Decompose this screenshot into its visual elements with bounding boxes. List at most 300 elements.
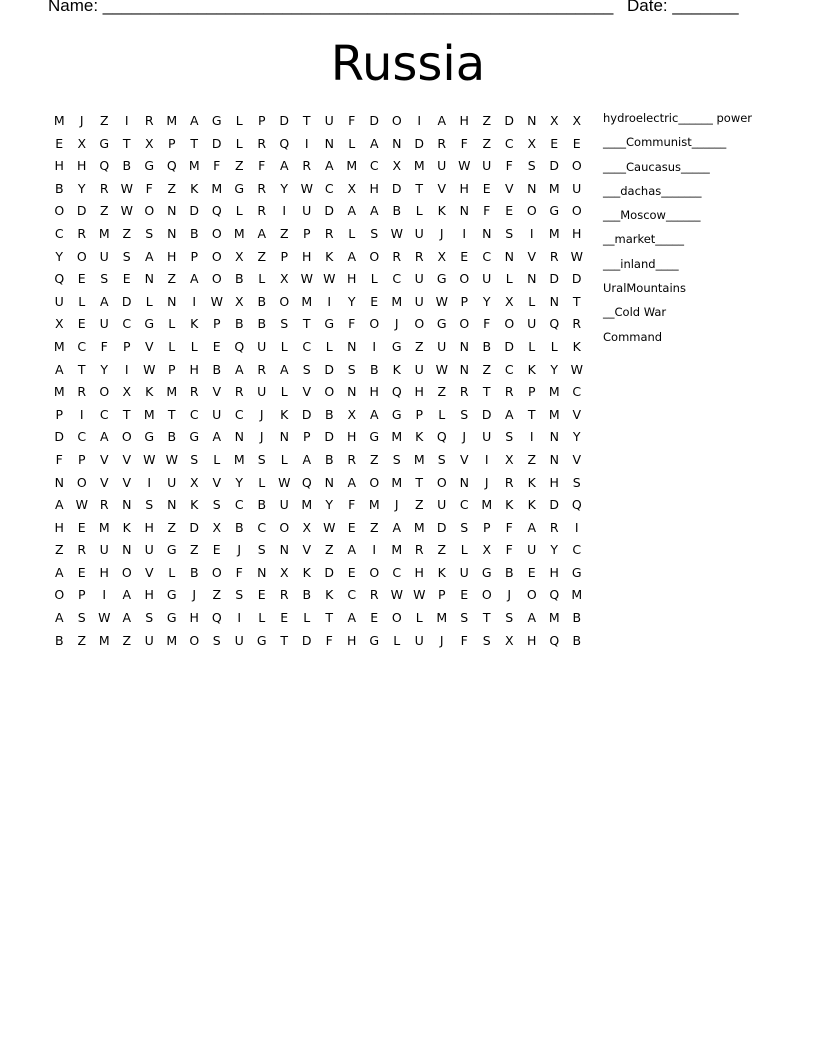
grid-letter: N [122, 542, 132, 558]
grid-letter: W [435, 293, 448, 309]
grid-letter: X [549, 113, 559, 128]
grid-letter: X [234, 293, 244, 309]
grid-letter: S [212, 632, 221, 648]
grid-letter: L [415, 203, 423, 219]
grid-letter: L [528, 293, 536, 309]
grid-letter: K [505, 497, 514, 513]
grid-letter: L [168, 316, 176, 332]
grid-letter: R [392, 248, 402, 264]
grid-letter: P [482, 519, 491, 535]
grid-letter: V [302, 542, 312, 558]
grid-letter: D [189, 519, 200, 535]
grid-letter: B [482, 338, 492, 354]
grid-letter: M [548, 384, 560, 400]
grid-letter: A [189, 271, 199, 287]
grid-letter: A [347, 610, 357, 626]
grid-letter: B [257, 316, 267, 332]
grid-letter: Z [212, 587, 222, 603]
grid-letter: I [304, 135, 309, 151]
grid-letter: O [54, 203, 65, 219]
grid-letter: R [144, 113, 154, 128]
grid-letter: S [145, 497, 154, 513]
grid-letter: R [257, 180, 267, 196]
grid-letter: S [505, 610, 514, 626]
grid-letter: M [548, 225, 560, 241]
grid-letter: I [529, 225, 534, 241]
grid-letter: P [437, 587, 446, 603]
grid-letter: X [144, 135, 154, 151]
grid-letter: H [369, 384, 379, 400]
grid-letter: U [99, 248, 109, 264]
grid-letter: Z [122, 225, 132, 241]
grid-letter: D [301, 632, 312, 648]
grid-letter: A [324, 158, 334, 174]
grid-letter: J [439, 632, 444, 648]
grid-letter: L [235, 113, 243, 128]
grid-letter: D [189, 203, 200, 219]
grid-letter: C [54, 225, 64, 241]
date-field-line: Date: _______ [627, 0, 739, 15]
grid-letter: N [549, 429, 559, 445]
grid-letter: A [99, 429, 109, 445]
grid-letter: I [79, 406, 84, 422]
grid-letter: U [572, 180, 582, 196]
grid-letter: B [504, 564, 514, 580]
grid-letter: W [435, 361, 448, 377]
grid-letter: M [391, 293, 403, 309]
grid-letter: N [549, 451, 559, 467]
grid-letter: Z [369, 519, 379, 535]
grid-letter: N [527, 180, 537, 196]
grid-letter: V [572, 406, 582, 422]
grid-letter: L [280, 451, 288, 467]
grid-letter: N [504, 248, 514, 264]
grid-letter: N [347, 338, 357, 354]
grid-letter: C [189, 406, 199, 422]
grid-letter: N [549, 293, 559, 309]
grid-letter: U [54, 293, 64, 309]
grid-letter: M [166, 632, 178, 648]
grid-letter: I [372, 338, 377, 354]
grid-letter: R [549, 248, 559, 264]
grid-letter: J [192, 587, 197, 603]
grid-letter: K [302, 564, 311, 580]
grid-letter: J [484, 474, 489, 490]
grid-letter: R [459, 384, 469, 400]
grid-letter: Q [211, 203, 222, 219]
grid-letter: W [143, 451, 156, 467]
grid-letter: P [167, 135, 176, 151]
grid-letter: M [548, 180, 560, 196]
grid-letter: F [213, 158, 221, 174]
grid-letter: L [348, 225, 356, 241]
grid-letter: N [167, 293, 177, 309]
grid-letter: K [527, 497, 536, 513]
grid-letter: M [166, 384, 178, 400]
grid-letter: M [391, 474, 403, 490]
grid-letter: N [257, 564, 267, 580]
word-list-item: Command [603, 329, 663, 344]
grid-letter: B [572, 632, 582, 648]
grid-letter: F [145, 180, 153, 196]
grid-letter: R [414, 542, 424, 558]
grid-letter: D [211, 135, 222, 151]
grid-letter: M [436, 610, 448, 626]
grid-letter: Z [77, 632, 87, 648]
grid-letter: Z [482, 135, 492, 151]
grid-letter: O [526, 587, 537, 603]
grid-letter: J [259, 406, 264, 422]
name-field-line: Name: ______________________________________________________ [48, 0, 614, 15]
grid-letter: B [369, 361, 379, 377]
grid-letter: U [482, 429, 492, 445]
grid-letter: Q [436, 429, 447, 445]
grid-letter: N [347, 384, 357, 400]
grid-letter: X [302, 519, 312, 535]
grid-letter: R [504, 474, 514, 490]
grid-letter: M [413, 519, 425, 535]
grid-letter: A [234, 361, 244, 377]
grid-letter: S [235, 587, 244, 603]
grid-letter: M [188, 158, 200, 174]
page-title: Russia [330, 36, 486, 92]
grid-letter: X [279, 564, 289, 580]
grid-row [48, 291, 588, 314]
grid-letter: X [279, 271, 289, 287]
grid-letter: Y [280, 180, 289, 196]
grid-letter: V [99, 451, 109, 467]
grid-letter: O [459, 316, 470, 332]
grid-letter: H [144, 519, 154, 535]
grid-letter: H [459, 113, 469, 128]
grid-letter: H [549, 564, 559, 580]
grid-letter: M [53, 384, 65, 400]
grid-letter: G [166, 542, 177, 558]
grid-letter: S [392, 451, 401, 467]
grid-letter: H [549, 474, 559, 490]
grid-letter: F [348, 497, 356, 513]
grid-letter: T [527, 406, 536, 422]
grid-letter: H [414, 384, 424, 400]
grid-letter: B [234, 316, 244, 332]
grid-letter: O [99, 384, 110, 400]
grid-letter: O [121, 564, 132, 580]
grid-letter: M [413, 158, 425, 174]
grid-letter: T [302, 316, 311, 332]
grid-letter: V [527, 248, 537, 264]
grid-letter: O [211, 271, 222, 287]
grid-letter: G [481, 564, 492, 580]
grid-letter: C [482, 248, 492, 264]
grid-letter: I [192, 293, 197, 309]
grid-letter: E [77, 316, 86, 332]
grid-letter: Q [99, 158, 110, 174]
grid-letter: O [436, 474, 447, 490]
grid-letter: N [527, 271, 537, 287]
grid-letter: Q [234, 338, 245, 354]
grid-letter: A [54, 564, 64, 580]
grid-letter: U [437, 497, 447, 513]
grid-letter: J [394, 497, 399, 513]
grid-letter: N [527, 113, 537, 128]
grid-letter: K [437, 564, 446, 580]
grid-letter: R [77, 384, 87, 400]
grid-letter: N [167, 497, 177, 513]
grid-letter: H [189, 361, 199, 377]
grid-letter: M [53, 338, 65, 354]
grid-letter: D [54, 429, 65, 445]
grid-letter: O [189, 632, 200, 648]
grid-letter: G [234, 180, 245, 196]
grid-row [48, 178, 588, 201]
grid-letter: Z [437, 384, 447, 400]
grid-letter: H [302, 248, 312, 264]
grid-letter: N [167, 203, 177, 219]
grid-letter: V [302, 384, 312, 400]
grid-letter: S [145, 610, 154, 626]
grid-letter: E [505, 203, 514, 219]
grid-letter: C [234, 497, 244, 513]
grid-letter: G [436, 316, 447, 332]
grid-letter: K [437, 203, 446, 219]
grid-letter: H [99, 564, 109, 580]
grid-letter: U [167, 474, 177, 490]
grid-letter: M [571, 587, 583, 603]
grid-letter: T [482, 610, 491, 626]
grid-letter: W [98, 610, 111, 626]
grid-letter: P [415, 406, 424, 422]
grid-letter: X [437, 248, 447, 264]
grid-letter: B [234, 271, 244, 287]
grid-letter: Q [54, 271, 65, 287]
grid-letter: I [124, 113, 129, 128]
grid-letter: K [392, 361, 401, 377]
grid-letter: A [257, 225, 267, 241]
grid-letter: R [279, 587, 289, 603]
grid-letter: A [504, 406, 514, 422]
grid-letter: F [505, 158, 513, 174]
grid-letter: W [323, 519, 336, 535]
grid-letter: T [302, 113, 311, 128]
grid-letter: D [324, 203, 335, 219]
grid-letter: N [167, 225, 177, 241]
grid-row [48, 268, 588, 291]
grid-letter: P [302, 429, 311, 445]
grid-letter: O [324, 384, 335, 400]
grid-letter: U [212, 406, 222, 422]
grid-letter: M [98, 225, 110, 241]
grid-letter: K [190, 316, 199, 332]
grid-letter: A [122, 610, 132, 626]
grid-letter: U [257, 384, 267, 400]
grid-letter: W [413, 587, 426, 603]
grid-row [48, 517, 588, 540]
grid-letter: V [212, 474, 222, 490]
grid-letter: M [548, 406, 560, 422]
grid-letter: B [257, 497, 267, 513]
grid-letter: D [571, 271, 582, 287]
grid-row [48, 381, 588, 404]
grid-letter: M [143, 406, 155, 422]
grid-letter: Y [77, 180, 86, 196]
grid-row [48, 404, 588, 427]
grid-letter: T [325, 610, 334, 626]
grid-letter: F [505, 542, 513, 558]
grid-letter: U [414, 293, 424, 309]
grid-letter: O [504, 316, 515, 332]
grid-letter: L [528, 338, 536, 354]
grid-letter: S [460, 610, 469, 626]
grid-letter: O [121, 429, 132, 445]
grid-letter: L [235, 135, 243, 151]
grid-letter: S [505, 429, 514, 445]
grid-letter: S [100, 271, 109, 287]
grid-letter: Y [100, 361, 109, 377]
grid-letter: Z [167, 271, 177, 287]
word-list [603, 110, 808, 353]
grid-letter: E [527, 564, 536, 580]
grid-letter: D [369, 113, 380, 128]
grid-letter: Z [279, 225, 289, 241]
grid-letter: P [257, 113, 266, 128]
grid-letter: N [279, 542, 289, 558]
grid-letter: T [572, 293, 581, 309]
grid-letter: N [144, 271, 154, 287]
grid-letter: Z [167, 519, 177, 535]
grid-letter: G [436, 271, 447, 287]
grid-letter: D [549, 271, 560, 287]
grid-letter: Y [550, 542, 559, 558]
grid-letter: E [77, 519, 86, 535]
grid-letter: H [167, 248, 177, 264]
grid-letter: X [572, 113, 582, 128]
grid-letter: K [325, 587, 334, 603]
grid-letter: Z [234, 158, 244, 174]
grid-letter: L [370, 271, 378, 287]
grid-letter: A [369, 135, 379, 151]
grid-letter: T [167, 406, 176, 422]
grid-letter: P [212, 316, 221, 332]
grid-letter: D [324, 564, 335, 580]
grid-letter: S [257, 542, 266, 558]
grid-letter: V [437, 180, 447, 196]
grid-letter: N [459, 474, 469, 490]
grid-letter: K [190, 180, 199, 196]
grid-letter: H [144, 587, 154, 603]
grid-letter: M [413, 451, 425, 467]
grid-letter: H [572, 225, 582, 241]
grid-letter: C [369, 158, 379, 174]
grid-letter: R [369, 587, 379, 603]
grid-letter: G [189, 429, 200, 445]
grid-letter: U [234, 632, 244, 648]
grid-letter: L [190, 338, 198, 354]
grid-letter: I [327, 293, 332, 309]
grid-letter: D [76, 203, 87, 219]
grid-letter: U [527, 316, 537, 332]
grid-letter: O [391, 113, 402, 128]
grid-letter: S [437, 451, 446, 467]
grid-letter: B [324, 451, 334, 467]
grid-letter: U [437, 338, 447, 354]
grid-letter: X [504, 632, 514, 648]
grid-letter: M [368, 497, 380, 513]
grid-letter: L [258, 610, 266, 626]
grid-letter: M [481, 497, 493, 513]
grid-letter: S [527, 158, 536, 174]
grid-row [48, 155, 588, 178]
grid-letter: D [414, 135, 425, 151]
grid-letter: N [324, 474, 334, 490]
grid-row [48, 607, 588, 630]
grid-letter: L [550, 338, 558, 354]
grid-letter: A [212, 429, 222, 445]
grid-letter: W [120, 203, 133, 219]
grid-letter: M [301, 293, 313, 309]
grid-letter: V [504, 180, 514, 196]
grid-letter: H [77, 158, 87, 174]
grid-letter: A [99, 293, 109, 309]
grid-letter: N [54, 474, 64, 490]
grid-letter: L [213, 451, 221, 467]
grid-letter: H [527, 632, 537, 648]
grid-letter: N [392, 135, 402, 151]
grid-letter: B [212, 361, 222, 377]
grid-letter: C [122, 316, 132, 332]
grid-letter: J [439, 225, 444, 241]
grid-letter: F [460, 135, 468, 151]
grid-letter: I [574, 519, 579, 535]
grid-letter: I [484, 451, 489, 467]
grid-letter: A [279, 158, 289, 174]
grid-letter: O [279, 293, 290, 309]
grid-letter: I [282, 203, 287, 219]
grid-letter: T [190, 135, 199, 151]
grid-letter: W [300, 180, 313, 196]
grid-letter: Z [414, 338, 424, 354]
grid-letter: L [325, 338, 333, 354]
grid-letter: C [504, 135, 514, 151]
grid-letter: D [121, 293, 132, 309]
grid-letter: N [459, 203, 469, 219]
grid-letter: X [77, 135, 87, 151]
grid-letter: V [122, 474, 132, 490]
grid-row [48, 562, 588, 585]
grid-letter: W [570, 361, 583, 377]
grid-letter: W [300, 271, 313, 287]
grid-letter: J [259, 429, 264, 445]
grid-letter: S [572, 474, 581, 490]
grid-letter: S [145, 225, 154, 241]
grid-letter: L [415, 610, 423, 626]
grid-letter: S [370, 225, 379, 241]
grid-letter: O [144, 203, 155, 219]
grid-letter: M [233, 225, 245, 241]
grid-letter: Z [167, 180, 177, 196]
grid-letter: U [482, 158, 492, 174]
grid-letter: O [369, 474, 380, 490]
grid-letter: R [324, 225, 334, 241]
grid-letter: G [391, 338, 402, 354]
grid-letter: C [324, 180, 334, 196]
word-list-item: ___inland____ [603, 256, 679, 271]
grid-letter: R [549, 519, 559, 535]
grid-letter: O [571, 203, 582, 219]
grid-letter: U [99, 316, 109, 332]
grid-letter: K [572, 338, 581, 354]
grid-letter: E [460, 587, 469, 603]
grid-letter: F [235, 564, 243, 580]
